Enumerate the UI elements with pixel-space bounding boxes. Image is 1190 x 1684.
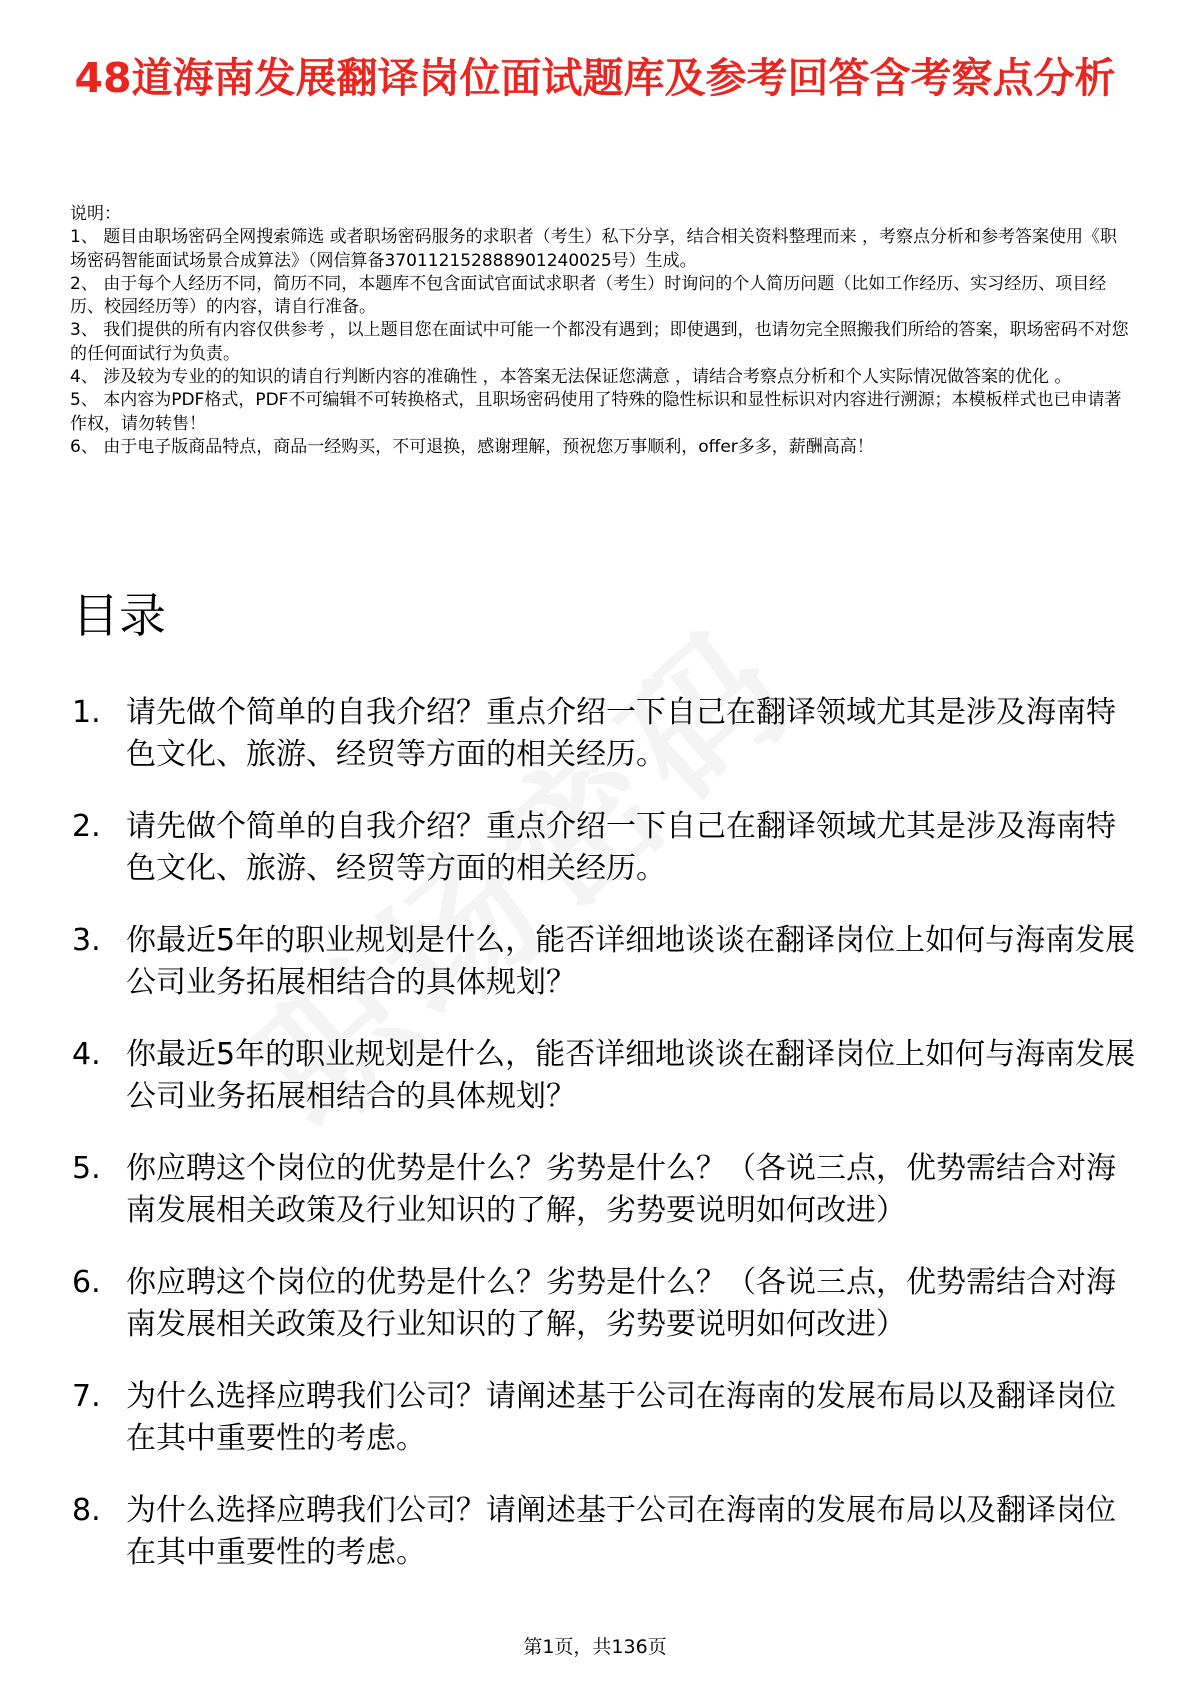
note-item: 4、 涉及较为专业的的知识的请自行判断内容的准确性 ，本答案无法保证您满意 ，请结合考察点分析和个人实际情况做答案的优化 。	[70, 367, 1072, 388]
toc-item-number: 1.	[72, 695, 101, 730]
toc-item-number: 4.	[72, 1037, 101, 1072]
toc-heading: 目录	[72, 589, 166, 644]
note-item: 6、 由于电子版商品特点，商品一经购买，不可退换，感谢理解，预祝您万事顺利，offer多多，薪酬高高！	[70, 436, 874, 457]
toc-item-number: 5.	[72, 1151, 101, 1186]
toc-item-text: 请先做个简单的自我介绍？重点介绍一下自己在翻译领域尤其是涉及海南特色文化、旅游、经贸等方面的相关经历。	[126, 695, 1116, 772]
toc-item[interactable]	[72, 692, 1142, 776]
toc-item-text: 你应聘这个岗位的优势是什么？劣势是什么？（各说三点，优势需结合对海南发展相关政策及行业知识的了解，劣势要说明如何改进）	[126, 1265, 1116, 1342]
toc-item-text: 你应聘这个岗位的优势是什么？劣势是什么？（各说三点，优势需结合对海南发展相关政策及行业知识的了解，劣势要说明如何改进）	[126, 1151, 1116, 1228]
toc-item-number: 2.	[72, 809, 101, 844]
toc-item[interactable]	[72, 806, 1142, 890]
toc-item[interactable]	[72, 920, 1142, 1004]
toc-item-number: 3.	[72, 923, 101, 958]
notes-section	[70, 203, 1130, 459]
toc-item-text: 请先做个简单的自我介绍？重点介绍一下自己在翻译领域尤其是涉及海南特色文化、旅游、经贸等方面的相关经历。	[126, 809, 1116, 886]
note-item: 1、 题目由职场密码全网搜索筛选 或者职场密码服务的求职者（考生）私下分享，结合相关资料整理而来 ，考察点分析和参考答案使用《职场密码智能面试场景合成算法》（网信算备370112152888901240025号）生成。	[70, 227, 1118, 271]
note-item: 2、 由于每个人经历不同，简历不同，本题库不包含面试官面试求职者（考生）时询问的个人简历问题（比如工作经历、实习经历、项目经历、校园经历等）的内容，请自行准备。	[70, 273, 1107, 318]
toc-item-number: 8.	[72, 1493, 101, 1528]
notes-heading: 说明：	[70, 204, 121, 224]
note-item: 3、 我们提供的所有内容仅供参考 ，以上题目您在面试中可能一个都没有遇到；即使遇到，也请勿完全照搬我们所给的答案，职场密码不对您的任何面试行为负责。	[70, 320, 1129, 364]
toc-item[interactable]	[72, 1148, 1142, 1232]
toc-item-text: 你最近5年的职业规划是什么，能否详细地谈谈在翻译岗位上如何与海南发展公司业务拓展相结合的具体规划？	[126, 923, 1136, 1000]
toc-item[interactable]	[72, 1376, 1142, 1460]
toc-item-text: 你最近5年的职业规划是什么，能否详细地谈谈在翻译岗位上如何与海南发展公司业务拓展相结合的具体规划？	[126, 1037, 1136, 1114]
page-number: 第1页，共136页	[523, 1636, 667, 1658]
toc-item[interactable]	[72, 1034, 1142, 1118]
toc-item[interactable]	[72, 1262, 1142, 1346]
toc-item-number: 6.	[72, 1265, 101, 1300]
toc-item[interactable]	[72, 1490, 1142, 1574]
toc-item-number: 7.	[72, 1379, 101, 1414]
note-item: 5、 本内容为PDF格式，PDF不可编辑不可转换格式，且职场密码使用了特殊的隐性标识和显性标识对内容进行溯源；本模板样式也已申请著作权，请勿转售！	[70, 390, 1122, 434]
toc-list	[72, 692, 1142, 1604]
document-title: 48道海南发展翻译岗位面试题库及参考回答含考察点分析	[74, 54, 1116, 102]
toc-item-text: 为什么选择应聘我们公司？请阐述基于公司在海南的发展布局以及翻译岗位在其中重要性的考虑。	[126, 1493, 1116, 1570]
toc-item-text: 为什么选择应聘我们公司？请阐述基于公司在海南的发展布局以及翻译岗位在其中重要性的考虑。	[126, 1379, 1116, 1456]
